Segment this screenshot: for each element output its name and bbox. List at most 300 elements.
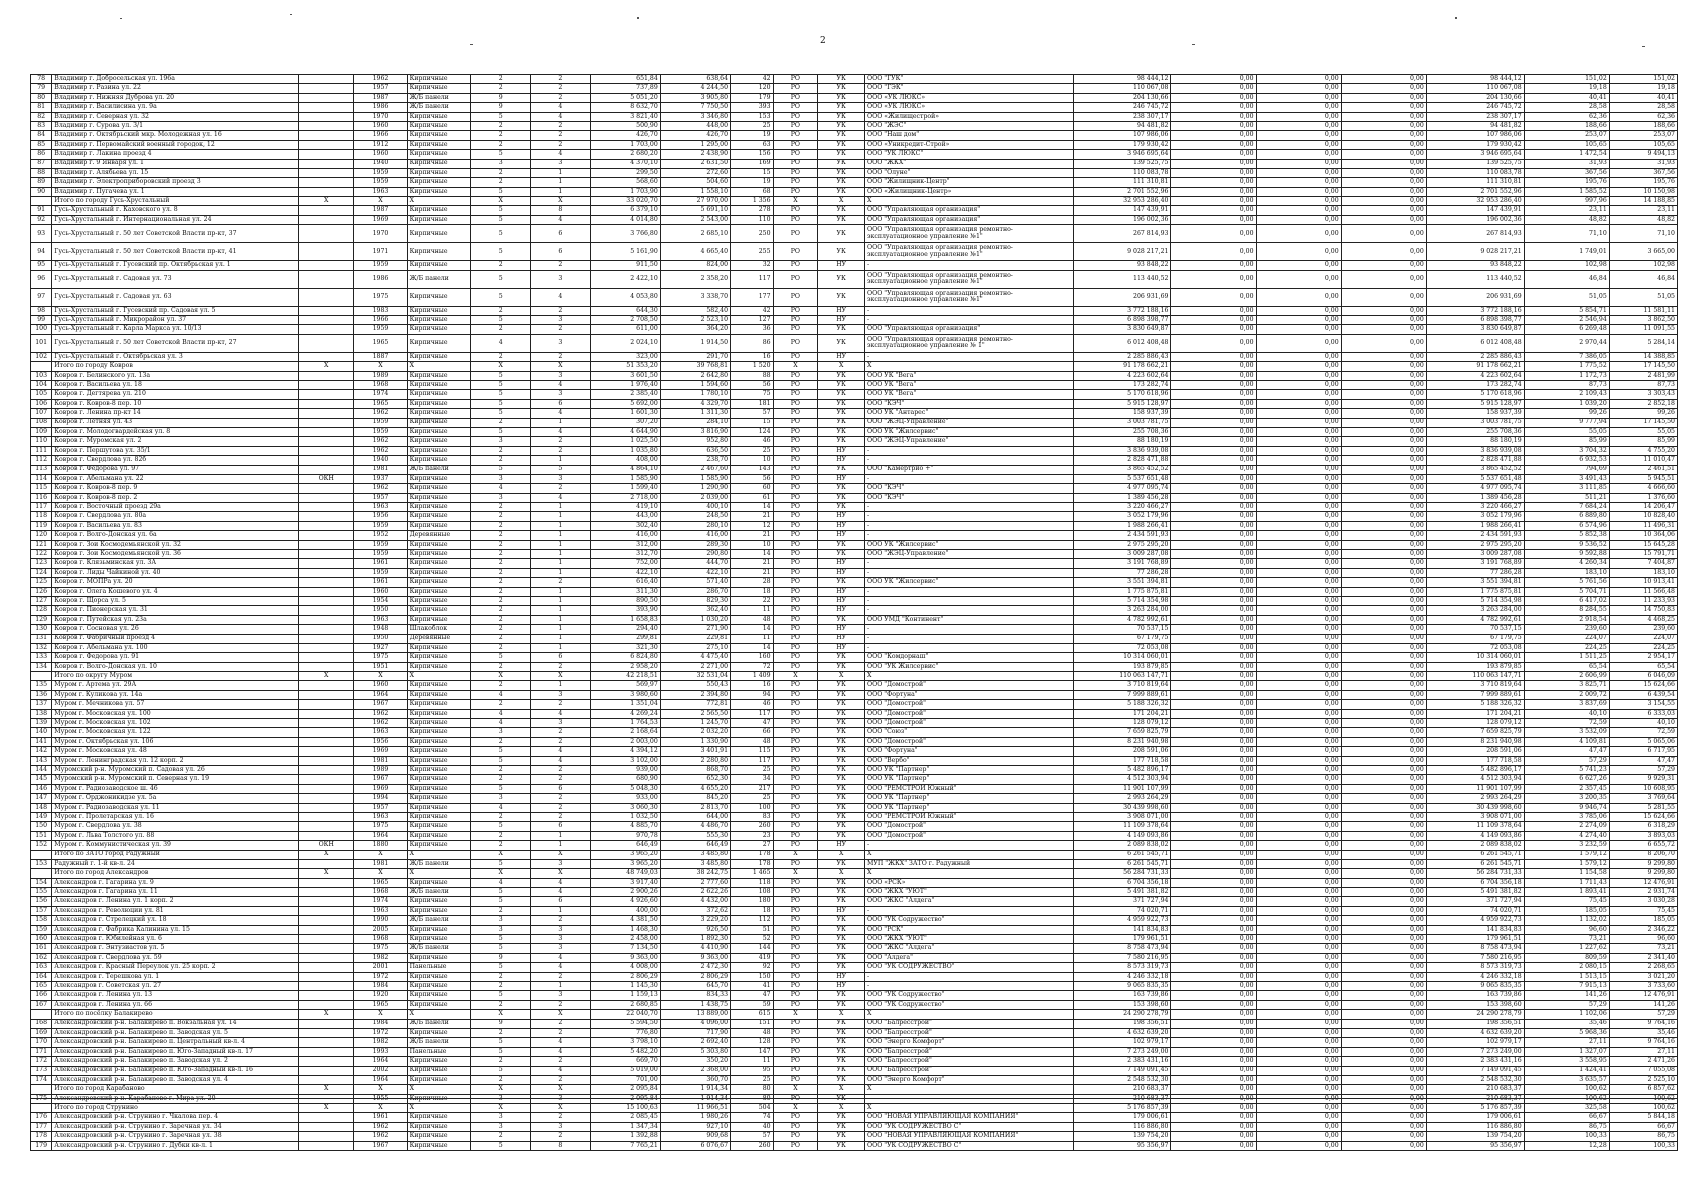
table-cell: РО — [773, 1057, 818, 1066]
table-cell: 4 410,90 — [660, 944, 730, 953]
table-cell: 2 — [531, 446, 591, 455]
table-row — [31, 390, 1678, 399]
table-cell: Кирпичные — [407, 150, 471, 159]
table-cell: 1 775 875,81 — [1426, 587, 1524, 596]
table-cell: 2 — [531, 1000, 591, 1009]
table-cell: 1962 — [354, 1122, 407, 1131]
table-cell: 93 — [31, 225, 52, 243]
table-cell: 1 — [531, 187, 591, 196]
table-cell: 0,00 — [1341, 888, 1426, 897]
table-cell: 163 739,86 — [1073, 991, 1171, 1000]
table-cell: Александров г. Красный Переулок ул. 25 корп. 2 — [52, 963, 299, 972]
table-cell: 32 953 286,40 — [1073, 197, 1171, 206]
table-cell: РО — [773, 243, 818, 261]
table-cell: X — [531, 1104, 591, 1113]
table-cell: Итого по округу Муром — [52, 672, 299, 681]
table-cell: УК — [818, 243, 865, 261]
table-cell: 0,00 — [1256, 643, 1341, 652]
table-row — [31, 794, 1678, 803]
table-cell: Кирпичные — [407, 225, 471, 243]
table-cell: ООО "ЖЭЦ-Управление" — [865, 418, 1074, 427]
table-cell: 2 685,10 — [660, 225, 730, 243]
table-cell: НУ — [818, 531, 865, 540]
table-cell: 5 188 326,32 — [1426, 700, 1524, 709]
table-cell: 48 749,03 — [590, 869, 660, 878]
scan-speck — [1642, 46, 1645, 47]
table-cell: 3 551 394,81 — [1426, 578, 1524, 587]
table-cell: 284,10 — [660, 418, 730, 427]
table-cell: РО — [773, 446, 818, 455]
table-cell: 3 220 466,27 — [1426, 503, 1524, 512]
table-cell: 0,00 — [1341, 140, 1426, 149]
table-cell: 2 280,80 — [660, 756, 730, 765]
table-cell: НУ — [818, 972, 865, 981]
table-cell: 198 356,51 — [1426, 1019, 1524, 1028]
table-cell: 8 573 319,73 — [1426, 963, 1524, 972]
table-cell — [299, 906, 354, 915]
table-cell: 2 341,40 — [1609, 953, 1677, 962]
table-cell: РО — [773, 841, 818, 850]
table-cell: 1987 — [354, 206, 407, 215]
table-cell: 1969 — [354, 784, 407, 793]
table-cell: 2 — [471, 841, 531, 850]
table-cell: 0,00 — [1341, 371, 1426, 380]
table-cell: Муром г. Куликова ул. 14а — [52, 690, 299, 699]
table-cell: 173 — [31, 1066, 52, 1075]
table-cell: 5 — [531, 465, 591, 474]
table-cell: Ковров г. Дегтярева ул. 210 — [52, 390, 299, 399]
table-cell: Владимир г. 9 Января ул. 1 — [52, 159, 299, 168]
table-cell: Кирпичные — [407, 578, 471, 587]
table-cell: 5 — [471, 935, 531, 944]
table-cell: ООО "Управляющая организация ремонтно-эксплуатационное управление № 1" — [865, 334, 1074, 352]
table-cell: 0,00 — [1171, 812, 1256, 821]
table-cell — [31, 1104, 52, 1113]
table-cell: УК — [818, 465, 865, 474]
table-cell: 47,47 — [1609, 756, 1677, 765]
table-cell: 0,00 — [1171, 1038, 1256, 1047]
table-cell: 0,00 — [1171, 775, 1256, 784]
table-cell: 0,00 — [1171, 690, 1256, 699]
table-cell: 0,00 — [1256, 831, 1341, 840]
table-cell: 1967 — [354, 775, 407, 784]
table-cell: 6 261 545,71 — [1426, 859, 1524, 868]
table-cell: УК — [818, 766, 865, 775]
table-cell: ООО "Управляющая организация" — [865, 325, 1074, 334]
table-cell: ООО "Домострой" — [865, 737, 1074, 746]
table-cell: 4 864,10 — [590, 465, 660, 474]
table-cell: 5 — [471, 653, 531, 662]
table-cell: 2 — [471, 766, 531, 775]
table-cell: 550,43 — [660, 681, 730, 690]
table-cell: Гусь-Хрустальный г. Октябрьская ул. 3 — [52, 352, 299, 361]
table-cell: ООО "Фортуна" — [865, 690, 1074, 699]
table-cell: 0,00 — [1171, 140, 1256, 149]
table-cell: 1986 — [354, 270, 407, 288]
table-cell: 2 931,74 — [1609, 888, 1677, 897]
table-cell: 0,00 — [1341, 672, 1426, 681]
table-cell: УК — [818, 812, 865, 821]
table-cell: Итого по город Карабаново — [52, 1085, 299, 1094]
table-cell: 1 — [531, 559, 591, 568]
table-cell: 0,00 — [1256, 474, 1341, 483]
table-cell: 0,00 — [1256, 84, 1341, 93]
table-cell: 4 666,60 — [1609, 484, 1677, 493]
table-cell: 1989 — [354, 766, 407, 775]
table-cell: 134 — [31, 662, 52, 671]
table-cell: 1962 — [354, 409, 407, 418]
table-cell: 2 701 552,96 — [1426, 187, 1524, 196]
table-cell: 5 714 354,98 — [1426, 596, 1524, 605]
table-cell: 2 — [531, 1075, 591, 1084]
table-cell: ООО УК "Вега" — [865, 390, 1074, 399]
table-cell: 14 — [731, 625, 774, 634]
table-cell: - — [865, 596, 1074, 605]
table-cell: 92 — [31, 215, 52, 224]
table-cell: 95 — [731, 1066, 774, 1075]
table-row — [31, 822, 1678, 831]
table-cell: 2 — [531, 1019, 591, 1028]
table-cell: 1961 — [354, 1113, 407, 1122]
table-cell: 2 — [531, 728, 591, 737]
table-cell: УК — [818, 178, 865, 187]
table-cell: 1975 — [354, 653, 407, 662]
table-cell: 14 188,85 — [1609, 197, 1677, 206]
table-cell: 4 — [471, 709, 531, 718]
table-cell: 150 — [31, 822, 52, 831]
table-cell: 108 — [31, 418, 52, 427]
table-cell: 1963 — [354, 187, 407, 196]
table-cell: 0,00 — [1256, 906, 1341, 915]
table-cell: Александровский р-н. Карабаново г. Мира ул. 20 — [52, 1094, 299, 1103]
table-cell: 0,00 — [1341, 1075, 1426, 1084]
table-cell: 171 204,21 — [1073, 709, 1171, 718]
table-cell: 0,00 — [1171, 512, 1256, 521]
table-cell: 312,00 — [590, 540, 660, 549]
table-cell: 3 — [471, 916, 531, 925]
table-cell: 0,00 — [1171, 334, 1256, 352]
table-cell — [31, 1085, 52, 1094]
table-cell: УК — [818, 1094, 865, 1103]
table-cell: 0,00 — [1171, 859, 1256, 868]
table-cell: 0,00 — [1256, 215, 1341, 224]
table-cell: 0,00 — [1256, 991, 1341, 1000]
table-cell: 1 988 266,41 — [1426, 521, 1524, 530]
table-cell: Ковров г. Белинского ул. 13а — [52, 371, 299, 380]
table-cell: Итого по городу Ковров — [52, 362, 299, 371]
table-cell: УК — [818, 935, 865, 944]
table-cell: Кирпичные — [407, 131, 471, 140]
table-cell: 952,80 — [660, 437, 730, 446]
table-row — [31, 399, 1678, 408]
table-cell: 141 834,83 — [1073, 925, 1171, 934]
table-cell: Кирпичные — [407, 728, 471, 737]
table-cell: 168 — [31, 1019, 52, 1028]
table-cell: 48 — [731, 1028, 774, 1037]
table-cell: ООО "УК СОДРУЖЕСТВО С" — [865, 1122, 1074, 1131]
table-cell: 5 — [471, 963, 531, 972]
table-cell: РО — [773, 371, 818, 380]
table-cell: 3 830 649,87 — [1073, 325, 1171, 334]
table-cell — [299, 531, 354, 540]
table-cell: УК — [818, 1113, 865, 1122]
table-cell: Муром г. Ленинградская ул. 12 корп. 2 — [52, 756, 299, 765]
table-cell: УК — [818, 334, 865, 352]
table-cell: 3 — [531, 925, 591, 934]
table-cell: 2 080,15 — [1524, 963, 1609, 972]
table-cell: 0,00 — [1341, 803, 1426, 812]
table-cell: 195,76 — [1524, 178, 1609, 187]
table-cell: Кирпичные — [407, 775, 471, 784]
table-cell — [299, 352, 354, 361]
table-cell: 0,00 — [1171, 972, 1256, 981]
table-cell: X — [299, 197, 354, 206]
table-cell: 2 — [471, 168, 531, 177]
table-cell: 0,00 — [1171, 521, 1256, 530]
table-cell: РО — [773, 456, 818, 465]
table-cell: 56 — [731, 474, 774, 483]
table-cell: УК — [818, 737, 865, 746]
table-cell: 3 — [531, 944, 591, 953]
table-cell: 11 233,93 — [1609, 596, 1677, 605]
table-cell: 3 917,40 — [590, 878, 660, 887]
table-cell: 448,00 — [660, 121, 730, 130]
table-cell: 321,30 — [590, 643, 660, 652]
table-cell: 0,00 — [1171, 1085, 1256, 1094]
table-cell — [299, 944, 354, 953]
table-cell: 5 170 618,96 — [1426, 390, 1524, 399]
table-cell: 4 — [531, 427, 591, 436]
table-row — [31, 409, 1678, 418]
table-cell: 141,26 — [1524, 991, 1609, 1000]
table-cell: 2 — [531, 803, 591, 812]
table-cell: 2 — [531, 1113, 591, 1122]
table-cell: X — [773, 1085, 818, 1094]
table-cell: ООО "Камертрио +" — [865, 465, 1074, 474]
table-cell: 0,00 — [1256, 662, 1341, 671]
table-cell: 0,00 — [1256, 521, 1341, 530]
table-cell: 2 438,90 — [660, 150, 730, 159]
table-cell: 144 — [31, 766, 52, 775]
table-cell: Кирпичные — [407, 897, 471, 906]
table-cell — [299, 812, 354, 821]
table-cell: 367,56 — [1609, 168, 1677, 177]
table-cell: 5 — [471, 225, 531, 243]
table-cell: 4 260,34 — [1524, 559, 1609, 568]
table-cell: 0,00 — [1171, 615, 1256, 624]
table-cell: Кирпичные — [407, 615, 471, 624]
table-cell: 0,00 — [1256, 606, 1341, 615]
table-cell: 0,00 — [1341, 606, 1426, 615]
table-cell: Александровский р-н. Струнино г. Заречная ул. 34 — [52, 1122, 299, 1131]
table-cell: 47 — [731, 719, 774, 728]
table-cell: Ж/Б панели — [407, 859, 471, 868]
table-cell: 1 — [531, 568, 591, 577]
table-cell: 0,00 — [1171, 261, 1256, 270]
table-cell: 6 — [531, 897, 591, 906]
table-cell: 74 020,71 — [1426, 906, 1524, 915]
table-cell: Кирпичные — [407, 1028, 471, 1037]
table-cell: 1 145,30 — [590, 981, 660, 990]
table-cell: 1967 — [354, 700, 407, 709]
table-cell: 107 986,06 — [1426, 131, 1524, 140]
table-cell: 0,00 — [1341, 681, 1426, 690]
table-cell: РО — [773, 531, 818, 540]
table-cell: 0,00 — [1171, 1028, 1256, 1037]
table-cell: 1 — [531, 540, 591, 549]
table-cell: 75 — [731, 390, 774, 399]
table-cell: Александров г. Свердлова ул. 59 — [52, 953, 299, 962]
table-cell — [299, 700, 354, 709]
table-cell: 10 364,06 — [1609, 531, 1677, 540]
table-cell: 178 — [31, 1132, 52, 1141]
table-cell: Ковров г. Абельмана ул. 100 — [52, 643, 299, 652]
table-cell: ООО "Вербо" — [865, 756, 1074, 765]
table-cell: 3 191 768,89 — [1426, 559, 1524, 568]
table-cell: Кирпичные — [407, 794, 471, 803]
table-cell: X — [773, 672, 818, 681]
table-cell: 4 486,70 — [660, 822, 730, 831]
table-cell: НУ — [818, 841, 865, 850]
table-cell: 5 482 896,17 — [1426, 766, 1524, 775]
table-cell: 4 109,81 — [1524, 737, 1609, 746]
table-cell: 0,00 — [1256, 690, 1341, 699]
table-cell: 98 444,12 — [1073, 75, 1171, 84]
table-cell: 25 — [731, 766, 774, 775]
table-cell: X — [407, 1010, 471, 1019]
table-cell: 81 — [31, 103, 52, 112]
table-cell: 1 892,30 — [660, 935, 730, 944]
table-cell: 0,00 — [1341, 427, 1426, 436]
table-cell — [299, 371, 354, 380]
table-cell: 0,00 — [1341, 1085, 1426, 1094]
table-cell: 13 889,00 — [660, 1010, 730, 1019]
table-cell: 0,00 — [1341, 935, 1426, 944]
table-cell: 2 285 886,43 — [1426, 352, 1524, 361]
table-cell: 2 — [471, 503, 531, 512]
table-cell: 99,26 — [1609, 409, 1677, 418]
table-cell: Кирпичные — [407, 540, 471, 549]
table-cell: 939,00 — [590, 766, 660, 775]
table-cell: 135 — [31, 681, 52, 690]
table-cell — [299, 709, 354, 718]
table-cell: 1950 — [354, 606, 407, 615]
table-cell: УК — [818, 1066, 865, 1075]
table-cell: 4 512 303,94 — [1073, 775, 1171, 784]
table-cell: Кирпичные — [407, 325, 471, 334]
table-cell: Кирпичные — [407, 521, 471, 530]
table-cell: 0,00 — [1256, 159, 1341, 168]
table-cell: УК — [818, 187, 865, 196]
table-cell: 2 — [471, 261, 531, 270]
table-cell: 350,20 — [660, 1057, 730, 1066]
table-cell: 112 — [31, 456, 52, 465]
table-cell: 9 — [471, 103, 531, 112]
table-row — [31, 568, 1678, 577]
table-cell — [299, 306, 354, 315]
table-cell: ООО «УК ЛЮКС» — [865, 93, 1074, 102]
table-cell: РО — [773, 916, 818, 925]
table-cell: РО — [773, 493, 818, 502]
table-cell: 5 — [471, 897, 531, 906]
table-cell: ООО "Домострой" — [865, 700, 1074, 709]
table-cell: РО — [773, 634, 818, 643]
table-cell: Ковров г. Молодогвардейская ул. 8 — [52, 427, 299, 436]
table-cell: 0,00 — [1171, 178, 1256, 187]
table-cell: 0,00 — [1256, 371, 1341, 380]
table-cell — [299, 168, 354, 177]
table-cell: X — [407, 869, 471, 878]
table-cell: 51 353,20 — [590, 362, 660, 371]
table-cell: 31,93 — [1609, 159, 1677, 168]
table-cell: 0,00 — [1256, 456, 1341, 465]
table-cell: 280,10 — [660, 521, 730, 530]
table-row — [31, 437, 1678, 446]
table-cell: 183,10 — [1609, 568, 1677, 577]
table-cell: 7 386,05 — [1524, 352, 1609, 361]
table-cell — [299, 653, 354, 662]
table-cell: 80 — [31, 93, 52, 102]
table-cell: 3 — [531, 270, 591, 288]
table-cell: 11 901 107,99 — [1073, 784, 1171, 793]
table-cell: 255 708,36 — [1073, 427, 1171, 436]
table-cell: Кирпичные — [407, 334, 471, 352]
table-cell: 1981 — [354, 465, 407, 474]
table-cell: 94 — [31, 243, 52, 261]
table-cell — [299, 859, 354, 868]
table-cell: 1887 — [354, 352, 407, 361]
table-row — [31, 662, 1678, 671]
table-cell: 179 930,42 — [1073, 140, 1171, 149]
table-cell: ООО "РСК" — [865, 925, 1074, 934]
table-cell: 4 — [531, 215, 591, 224]
table-cell: 28 — [731, 578, 774, 587]
table-cell: 5 — [471, 270, 531, 288]
table-cell: 0,00 — [1341, 916, 1426, 925]
table-cell: 51,05 — [1609, 288, 1677, 306]
table-cell — [299, 719, 354, 728]
table-cell: 0,00 — [1256, 288, 1341, 306]
table-row — [31, 925, 1678, 934]
table-cell: 6 076,67 — [660, 1141, 730, 1150]
table-cell: 0,00 — [1256, 1122, 1341, 1131]
table-cell: 9 536,52 — [1524, 540, 1609, 549]
table-cell: Кирпичные — [407, 390, 471, 399]
table-cell: 95 356,97 — [1073, 1141, 1171, 1150]
table-cell: 22 — [731, 596, 774, 605]
table-cell: - — [865, 606, 1074, 615]
table-cell: 127 — [731, 316, 774, 325]
table-cell: 0,00 — [1171, 380, 1256, 389]
table-cell: 2 458,00 — [590, 935, 660, 944]
table-cell: 6 — [531, 243, 591, 261]
table-cell: 0,00 — [1171, 371, 1256, 380]
table-cell: 210 683,37 — [1426, 1085, 1524, 1094]
table-cell: 4 — [531, 1047, 591, 1056]
table-cell: 115 — [31, 484, 52, 493]
table-cell — [299, 550, 354, 559]
table-cell: ООО «Жилищестрой» — [865, 112, 1074, 121]
table-cell: 62,36 — [1524, 112, 1609, 121]
table-cell: 3 — [531, 1094, 591, 1103]
table-cell: 0,00 — [1171, 587, 1256, 596]
table-cell: 25 — [731, 121, 774, 130]
table-cell: 0,00 — [1256, 178, 1341, 187]
table-cell: 0,00 — [1341, 75, 1426, 84]
table-cell: 1 594,60 — [660, 380, 730, 389]
table-cell: 0,00 — [1256, 700, 1341, 709]
table-cell: 1964 — [354, 690, 407, 699]
